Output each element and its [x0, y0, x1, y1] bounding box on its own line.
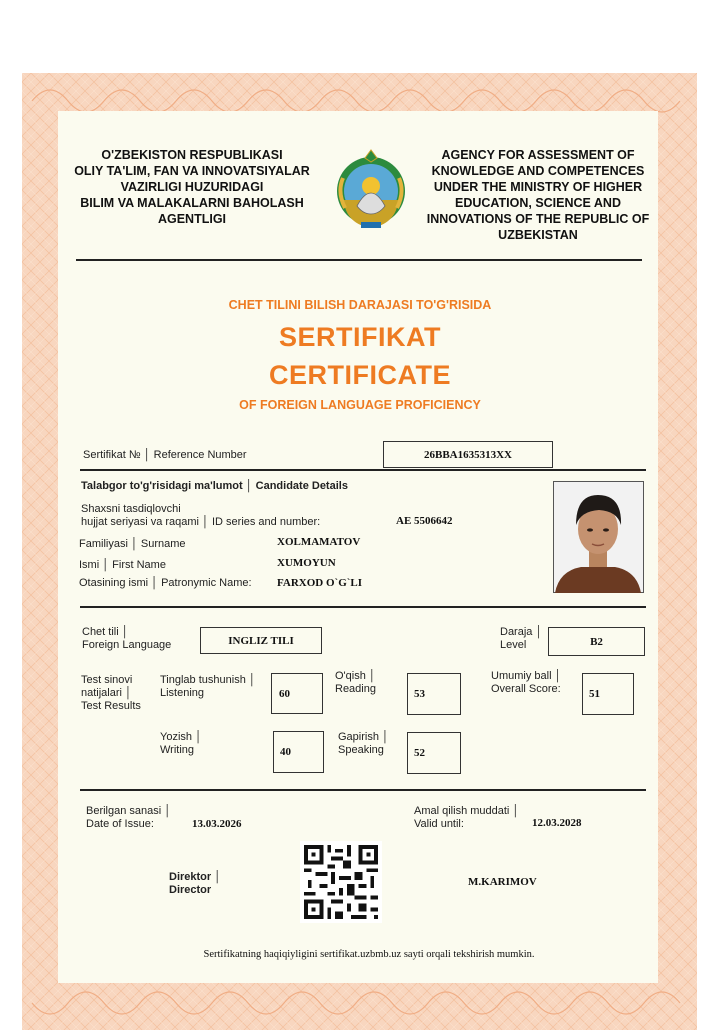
results-divider: [80, 789, 646, 791]
header-line: UZBEKISTAN: [498, 228, 578, 242]
surname-label: Familiyasi │ Surname: [79, 538, 186, 550]
candidate-photo-icon: [553, 481, 644, 593]
overall-label-line1: Umumiy ball │: [491, 670, 562, 682]
header-line: O'ZBEKISTON RESPUBLIKASI: [101, 148, 283, 162]
uzbekistan-state-emblem-icon: [331, 148, 411, 230]
qr-code-icon[interactable]: [299, 841, 383, 923]
patronymic-label: Otasining ismi │ Patronymic Name:: [79, 577, 252, 589]
surname-value: XOLMAMATOV: [277, 536, 361, 548]
agency-name-en: [418, 147, 658, 243]
agency-name-uz: [64, 147, 320, 227]
issue-label-line2: Date of Issue:: [86, 818, 154, 830]
overall-label-line2: Overall Score:: [491, 683, 561, 695]
header-line: INNOVATIONS OF THE REPUBLIC OF: [426, 212, 650, 226]
writing-label-line1: Yozish │: [160, 731, 202, 743]
title-en: CERTIFICATE: [269, 360, 451, 390]
header-line: BILIM VA MALAKALARNI BAHOLASH: [80, 196, 304, 210]
writing-label-line2: Writing: [160, 744, 195, 756]
id-label-line2: hujjat seriyasi va raqami │ ID series and number:: [81, 516, 321, 528]
header-line: AGENCY FOR ASSESSMENT OF: [441, 148, 635, 162]
id-label-line1: Shaxsni tasdiqlovchi: [81, 503, 181, 515]
language-value: INGLIZ TILI: [200, 627, 322, 654]
speaking-label-line2: Speaking: [338, 744, 384, 756]
writing-score: 40: [273, 731, 324, 773]
speaking-score: 52: [407, 732, 461, 774]
header-line: OLIY TA'LIM, FAN VA INNOVATSIYALAR: [74, 164, 310, 178]
reading-score: 53: [407, 673, 461, 715]
subtitle-top: CHET TILINI BILISH DARAJASI TO'G'RISIDA: [228, 298, 492, 312]
results-label-line2: natijalari │: [81, 687, 132, 699]
reference-divider: [80, 469, 646, 471]
listening-score: 60: [271, 673, 323, 714]
listening-label-line1: Tinglab tushunish │: [160, 674, 256, 686]
patronymic-value: FARXOD O`G`LI: [277, 577, 363, 589]
candidate-divider: [80, 606, 646, 608]
candidate-section-title: Talabgor to'g'risidagi ma'lumot │ Candidate Details: [81, 480, 348, 492]
reference-number: 26BBA1635313XX: [383, 441, 553, 468]
issue-label-line1: Berilgan sanasi │: [86, 805, 172, 817]
id-value: AE 5506642: [396, 515, 453, 527]
first-name-label: Ismi │ First Name: [79, 559, 166, 571]
level-label-line1: Daraja │: [500, 626, 543, 638]
header-line: EDUCATION, SCIENCE AND: [455, 196, 621, 210]
title-uz: SERTIFIKAT: [279, 322, 441, 352]
verification-note: Sertifikatning haqiqiyligini sertifikat.uzbmb.uz sayti orqali tekshirish mumkin.: [203, 949, 535, 960]
header-line: UNDER THE MINISTRY OF HIGHER: [433, 180, 643, 194]
subtitle-bottom: OF FOREIGN LANGUAGE PROFICIENCY: [239, 398, 481, 412]
header-line: KNOWLEDGE AND COMPETENCES: [431, 164, 645, 178]
reference-label: Sertifikat № │ Reference Number: [83, 449, 247, 461]
language-label-line2: Foreign Language: [82, 639, 172, 651]
valid-label-line2: Valid until:: [414, 818, 464, 830]
director-label-line1: Direktor │: [169, 871, 222, 883]
valid-label-line1: Amal qilish muddati │: [414, 805, 520, 817]
level-value: B2: [548, 627, 645, 656]
header-line: VAZIRLIGI HUZURIDAGI: [120, 180, 264, 194]
header-line: AGENTLIGI: [157, 212, 227, 226]
issue-date: 13.03.2026: [192, 818, 242, 830]
results-label-line1: Test sinovi: [81, 674, 133, 686]
language-label-line1: Chet tili │: [82, 626, 129, 638]
reading-label-line1: O'qish │: [335, 670, 376, 682]
valid-until-date: 12.03.2028: [532, 817, 582, 829]
header-divider: [76, 259, 642, 261]
director-name: M.KARIMOV: [468, 876, 537, 888]
speaking-label-line1: Gapirish │: [338, 731, 389, 743]
first-name-value: XUMOYUN: [277, 557, 336, 569]
overall-score: 51: [582, 673, 634, 715]
director-label-line2: Director: [169, 884, 212, 896]
results-label-line3: Test Results: [81, 700, 141, 712]
level-label-line2: Level: [500, 639, 527, 651]
reading-label-line2: Reading: [335, 683, 376, 695]
listening-label-line2: Listening: [160, 687, 205, 699]
